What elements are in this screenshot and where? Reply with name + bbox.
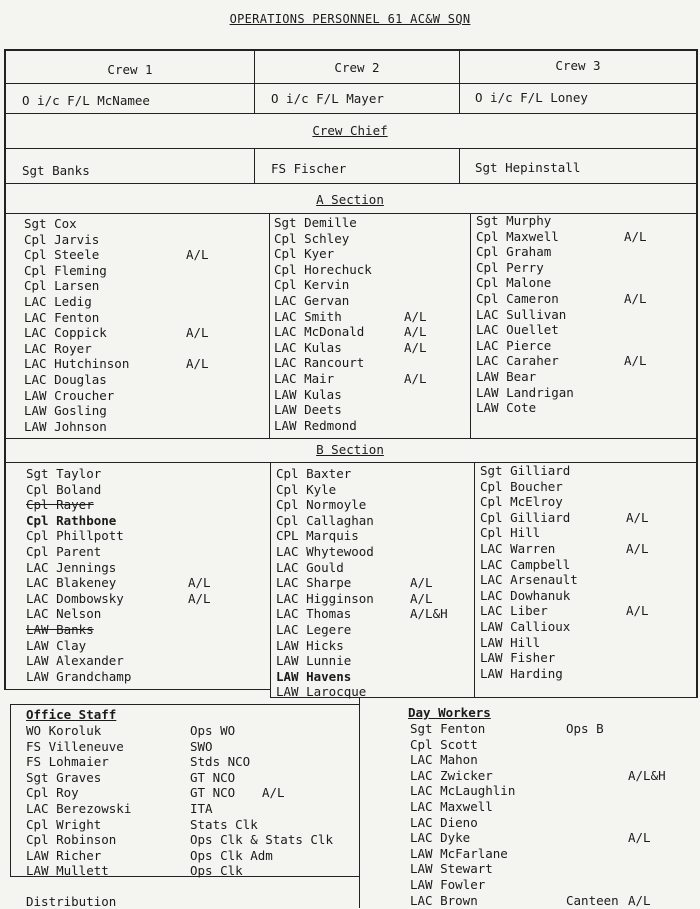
personnel-name: LAC Ouellet (476, 322, 559, 338)
list-item (24, 247, 264, 263)
personnel-name: LAC McLaughlin (410, 783, 516, 799)
list-item (276, 466, 471, 482)
list-item (26, 638, 266, 654)
list-item (276, 622, 471, 638)
crew-2-header: Crew 2 (334, 60, 380, 75)
list-item (26, 606, 266, 622)
leave-note: A/L (262, 785, 285, 801)
personnel-name: Cpl Rayer (26, 497, 94, 513)
personnel-name: LAC Blakeney (26, 575, 117, 591)
crew-3-oic: O i/c F/L Loney (475, 90, 588, 105)
leave-note: A/L (628, 892, 651, 908)
role-label: GT NCO (190, 769, 236, 785)
personnel-name: LAW Croucher (24, 387, 115, 403)
a-section-crew-1 (24, 216, 264, 434)
personnel-name: LAC Berezowski (26, 800, 132, 816)
rule (10, 704, 360, 705)
list-item (24, 325, 264, 341)
rule (4, 689, 271, 690)
leave-note: A/L (410, 590, 433, 606)
role-label: Ops B (566, 721, 604, 736)
personnel-name: Cpl Jarvis (24, 231, 100, 247)
office-staff-list (26, 723, 356, 879)
list-item (26, 817, 356, 833)
personnel-name: Cpl Steele (24, 247, 100, 263)
personnel-name: Cpl Rathbone (26, 512, 117, 528)
personnel-name: WO Koroluk (26, 723, 102, 738)
personnel-name: Cpl Kervin (274, 277, 350, 293)
list-item (274, 324, 464, 340)
personnel-name: Cpl Graham (476, 244, 552, 260)
personnel-name: LAC Zwicker (410, 767, 493, 783)
personnel-name: LAC Coppick (24, 325, 107, 341)
list-item (480, 650, 692, 666)
personnel-name: Cpl Maxwell (476, 228, 559, 244)
personnel-name: LAW Cote (476, 400, 537, 416)
personnel-name: LAW Harding (480, 665, 563, 681)
list-item (480, 557, 692, 573)
leave-note: A/L (626, 540, 649, 556)
personnel-name: LAC Maxwell (410, 798, 493, 814)
list-item (24, 310, 264, 326)
personnel-name: Cpl Kyle (276, 481, 337, 497)
list-item (26, 832, 356, 848)
list-item (276, 544, 471, 560)
role-label: Ops Clk & Stats Clk (190, 832, 333, 848)
personnel-name: LAC Dowhanuk (480, 587, 571, 603)
personnel-name: LAC Mahon (410, 752, 478, 768)
personnel-name: LAW Kulas (274, 386, 342, 402)
leave-note: A/L (404, 324, 427, 340)
personnel-name: LAC Liber (480, 603, 548, 619)
list-item (26, 863, 356, 879)
personnel-name: LAC Sullivan (476, 306, 567, 322)
personnel-name: LAC Rancourt (274, 355, 365, 371)
personnel-name: Cpl Boucher (480, 478, 563, 494)
leave-note: A/L&H (410, 606, 448, 622)
list-item (24, 263, 264, 279)
personnel-name: Sgt Graves (26, 769, 102, 785)
personnel-name: LAC Dyke (410, 830, 471, 846)
list-item (26, 544, 266, 560)
list-item (480, 635, 692, 651)
list-item (24, 278, 264, 294)
personnel-name: LAW Alexander (26, 653, 124, 669)
personnel-name: LAC Gould (276, 559, 344, 575)
personnel-name: Sgt Murphy (476, 213, 552, 228)
personnel-name: LAW Hicks (276, 637, 344, 653)
list-item (276, 669, 471, 685)
personnel-name: Cpl Boland (26, 481, 102, 497)
leave-note: A/L (404, 308, 427, 324)
crew-1-header: Crew 1 (107, 62, 153, 77)
a-section-crew-2 (274, 215, 464, 433)
personnel-name: LAC Sharpe (276, 575, 352, 591)
personnel-name: Cpl Parent (26, 543, 102, 559)
personnel-name: Cpl Malone (476, 275, 552, 291)
role-label: GT NCO (190, 785, 236, 801)
list-item (410, 877, 695, 893)
list-item (276, 482, 471, 498)
list-item (476, 244, 691, 260)
list-item (476, 229, 691, 245)
personnel-name: LAC McDonald (274, 324, 365, 340)
list-item (24, 419, 264, 435)
personnel-name: Sgt Gilliard (480, 463, 571, 478)
list-item (476, 353, 691, 369)
list-item (24, 294, 264, 310)
list-item (26, 497, 266, 513)
list-item (274, 387, 464, 403)
leave-note: A/L (628, 830, 651, 846)
list-item (410, 768, 695, 784)
personnel-name: FS Lohmaier (26, 754, 109, 770)
b-section-crew-2 (276, 466, 471, 700)
rule (10, 704, 11, 876)
personnel-name: LAC Dombowsky (26, 590, 124, 606)
distribution-label: Distribution (26, 894, 117, 909)
personnel-name: Cpl Fleming (24, 262, 107, 278)
rule (4, 438, 698, 439)
leave-note: A/L (186, 325, 209, 341)
personnel-name: Cpl Robinson (26, 832, 117, 848)
crew-2-chief: FS Fischer (271, 161, 347, 176)
role-label: Ops Clk Adm (190, 847, 273, 863)
leave-note: A/L (404, 339, 427, 355)
personnel-name: LAC Hutchinson (24, 356, 130, 372)
personnel-name: LAW Redmond (274, 417, 357, 433)
personnel-name: LAW Mullett (26, 863, 109, 879)
personnel-name: Cpl Roy (26, 785, 79, 801)
rule (474, 462, 475, 698)
role-label: Ops WO (190, 723, 236, 738)
personnel-name: LAC Jennings (26, 559, 117, 575)
personnel-name: LAC Nelson (26, 606, 102, 622)
list-item (276, 653, 471, 669)
role-label: Stats Clk (190, 816, 258, 832)
personnel-name: Sgt Cox (24, 216, 77, 231)
leave-note: A/L&H (628, 767, 666, 783)
personnel-name: LAC Gervan (274, 292, 350, 308)
personnel-name: Cpl Perry (476, 259, 544, 275)
personnel-name: Cpl Kyer (274, 246, 335, 262)
list-item (24, 372, 264, 388)
list-item (276, 606, 471, 622)
personnel-name: LAC Higginson (276, 590, 374, 606)
personnel-name: LAW Callioux (480, 618, 571, 634)
crew-2-oic: O i/c F/L Mayer (271, 91, 384, 106)
role-label: Canteen (566, 892, 619, 908)
list-item (26, 754, 356, 770)
leave-note: A/L (186, 247, 209, 263)
personnel-name: LAC Brown (410, 892, 478, 908)
personnel-name: LAC Thomas (276, 606, 352, 622)
list-item (410, 815, 695, 831)
personnel-name: Cpl Hill (480, 525, 541, 541)
personnel-name: LAW Hill (480, 634, 541, 650)
personnel-name: Cpl Baxter (276, 466, 352, 481)
rule (254, 148, 255, 184)
personnel-name: LAW Lunnie (276, 653, 352, 669)
leave-note: A/L (186, 356, 209, 372)
list-item (480, 588, 692, 604)
leave-note: A/L (188, 590, 211, 606)
rule (269, 213, 270, 438)
list-item (274, 215, 464, 231)
personnel-name: LAW Clay (26, 637, 87, 653)
list-item (26, 575, 266, 591)
list-item (26, 591, 266, 607)
personnel-name: LAW Richer (26, 847, 102, 863)
personnel-name: Cpl Scott (410, 736, 478, 752)
list-item (24, 356, 264, 372)
personnel-name: LAC Dieno (410, 814, 478, 830)
list-item (274, 371, 464, 387)
personnel-name: LAC Fenton (24, 309, 100, 325)
rule (4, 148, 698, 149)
personnel-name: Cpl Normoyle (276, 497, 367, 513)
rule (4, 49, 698, 51)
list-item (274, 262, 464, 278)
personnel-name: LAW Fowler (410, 876, 486, 892)
rule (459, 148, 460, 184)
personnel-name: Cpl Wright (26, 816, 102, 832)
list-item (410, 721, 695, 737)
list-item (274, 418, 464, 434)
list-item (476, 291, 691, 307)
list-item (274, 293, 464, 309)
crew-chief-heading: Crew Chief (312, 123, 388, 138)
list-item (410, 752, 695, 768)
list-item (274, 277, 464, 293)
crew-1-chief: Sgt Banks (22, 163, 90, 178)
list-item (476, 213, 691, 229)
rule (4, 50, 6, 690)
list-item (276, 560, 471, 576)
personnel-name: LAC Caraher (476, 353, 559, 369)
leave-note: A/L (410, 575, 433, 591)
list-item (480, 510, 692, 526)
list-item (26, 560, 266, 576)
personnel-name: LAC Warren (480, 540, 556, 556)
personnel-name: LAC Arsenault (480, 572, 578, 588)
personnel-name: CPL Marquis (276, 528, 359, 544)
list-item (274, 355, 464, 371)
list-item (276, 513, 471, 529)
personnel-name: LAW Johnson (24, 418, 107, 434)
list-item (480, 619, 692, 635)
list-item (26, 622, 266, 638)
leave-note: A/L (624, 228, 647, 244)
list-item (476, 322, 691, 338)
list-item (480, 494, 692, 510)
personnel-name: Cpl Phillpott (26, 528, 124, 544)
list-item (26, 466, 266, 482)
list-item (26, 801, 356, 817)
list-item (24, 341, 264, 357)
personnel-name: Cpl Callaghan (276, 512, 374, 528)
list-item (24, 216, 264, 232)
personnel-name: Cpl Schley (274, 230, 350, 246)
crew-3-chief: Sgt Hepinstall (475, 160, 581, 175)
personnel-name: LAC Ledig (24, 293, 92, 309)
personnel-name: Cpl Horechuck (274, 261, 372, 277)
personnel-name: LAC Pierce (476, 337, 552, 353)
document-title: OPERATIONS PERSONNEL 61 AC&W SQN (229, 12, 471, 26)
list-item (26, 770, 356, 786)
personnel-name: LAC Legere (276, 621, 352, 637)
personnel-name: LAC Douglas (24, 371, 107, 387)
list-item (274, 231, 464, 247)
personnel-name: LAC Royer (24, 340, 92, 356)
personnel-name: Sgt Demille (274, 215, 357, 230)
list-item (276, 497, 471, 513)
list-item (480, 525, 692, 541)
personnel-name: LAW Landrigan (476, 384, 574, 400)
role-label: Stds NCO (190, 754, 251, 770)
crew-1-oic: O i/c F/L McNamee (22, 93, 150, 108)
list-item (276, 575, 471, 591)
list-item (276, 684, 471, 700)
personnel-name: LAC Kulas (274, 339, 342, 355)
personnel-name: LAC Campbell (480, 556, 571, 572)
personnel-name: Cpl McElroy (480, 494, 563, 510)
leave-note: A/L (624, 290, 647, 306)
list-item (24, 403, 264, 419)
list-item (26, 653, 266, 669)
rule (4, 83, 698, 84)
list-item (410, 846, 695, 862)
rule (270, 462, 271, 698)
personnel-name: LAC Whytewood (276, 543, 374, 559)
personnel-name: LAW Deets (274, 402, 342, 418)
list-item (274, 309, 464, 325)
list-item (26, 723, 356, 739)
list-item (480, 666, 692, 682)
personnel-name: FS Villeneuve (26, 738, 124, 754)
list-item (410, 799, 695, 815)
list-item (24, 388, 264, 404)
role-label: ITA (190, 800, 213, 816)
list-item (26, 513, 266, 529)
list-item (26, 848, 356, 864)
list-item (274, 402, 464, 418)
leave-note: A/L (404, 370, 427, 386)
role-label: SWO (190, 738, 213, 754)
list-item (26, 739, 356, 755)
list-item (480, 463, 692, 479)
personnel-name: LAW Fisher (480, 650, 556, 666)
b-section-heading: B Section (316, 442, 384, 457)
list-item (24, 232, 264, 248)
rule (4, 113, 698, 114)
day-workers-heading: Day Workers (408, 705, 491, 720)
list-item (476, 307, 691, 323)
personnel-name: Cpl Larsen (24, 278, 100, 294)
personnel-name: LAW Gosling (24, 403, 107, 419)
list-item (476, 385, 691, 401)
list-item (410, 737, 695, 753)
list-item (476, 400, 691, 416)
personnel-name: Sgt Fenton (410, 721, 486, 736)
list-item (410, 830, 695, 846)
office-staff-heading: Office Staff (26, 707, 117, 722)
personnel-name: LAW Bear (476, 368, 537, 384)
list-item (26, 785, 356, 801)
a-section-crew-3 (476, 213, 691, 416)
list-item (276, 638, 471, 654)
list-item (480, 572, 692, 588)
list-item (476, 338, 691, 354)
list-item (480, 603, 692, 619)
list-item (26, 482, 266, 498)
a-section-heading: A Section (316, 192, 384, 207)
personnel-name: LAW Banks (26, 621, 94, 637)
rule (470, 213, 471, 438)
list-item (480, 541, 692, 557)
leave-note: A/L (626, 603, 649, 619)
list-item (476, 369, 691, 385)
list-item (276, 591, 471, 607)
personnel-name: LAW Havens (276, 668, 352, 684)
personnel-name: LAW Grandchamp (26, 668, 132, 684)
personnel-name: LAC Smith (274, 308, 342, 324)
personnel-name: LAC Mair (274, 370, 335, 386)
list-item (480, 479, 692, 495)
leave-note: A/L (624, 353, 647, 369)
list-item (274, 246, 464, 262)
leave-note: A/L (188, 575, 211, 591)
list-item (410, 783, 695, 799)
list-item (410, 893, 695, 909)
list-item (26, 669, 266, 685)
b-section-crew-1 (26, 466, 266, 684)
personnel-name: Cpl Cameron (476, 290, 559, 306)
personnel-name: Sgt Taylor (26, 466, 102, 481)
day-workers-list (410, 721, 695, 908)
list-item (274, 340, 464, 356)
personnel-name: LAW Larocque (276, 684, 367, 700)
personnel-name: LAW McFarlane (410, 845, 508, 861)
list-item (476, 275, 691, 291)
leave-note: A/L (626, 509, 649, 525)
list-item (26, 528, 266, 544)
list-item (476, 260, 691, 276)
personnel-name: Cpl Gilliard (480, 509, 571, 525)
role-label: Ops Clk (190, 863, 243, 879)
list-item (410, 861, 695, 877)
personnel-name: LAW Stewart (410, 861, 493, 877)
rule (4, 183, 698, 184)
crew-3-header: Crew 3 (555, 58, 601, 73)
b-section-crew-3 (480, 463, 692, 681)
list-item (276, 528, 471, 544)
